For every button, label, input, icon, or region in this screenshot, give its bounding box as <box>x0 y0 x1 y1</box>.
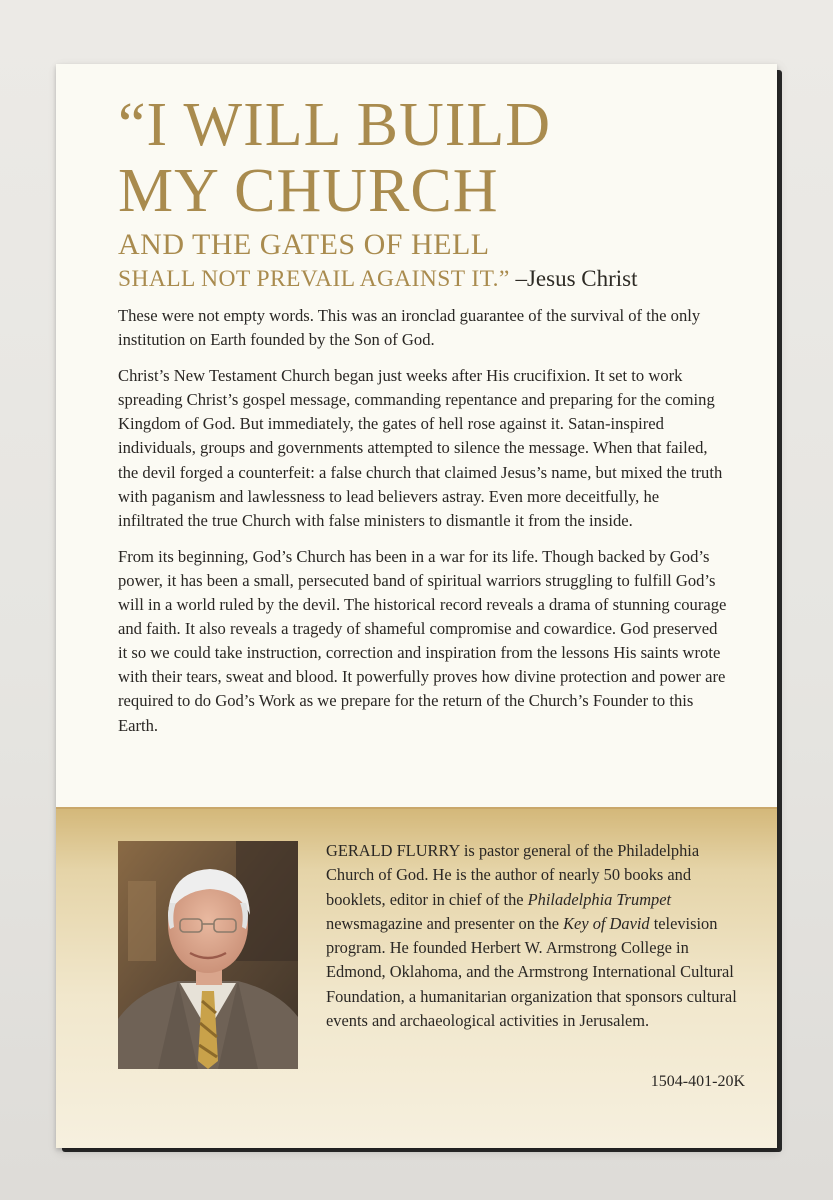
book-back-cover <box>56 64 777 1148</box>
author-bio <box>326 839 746 1033</box>
blurb-paragraph-3: From its beginning, God’s Church has been in a war for its life. Though backed by God’s power, it has been a small, persecuted band of spiritual warriors struggling to fulfill God’s will in a world ruled by the devil. The historical record reveals a drama of stunning courage and faith. It also reveals a tragedy of shameful compromise and cowardice. God preserved it so we could take instruction, correction and inspiration from the lessons His saints wrote with their tears, sweat and blood. It powerfully proves how divine protection and power are required to do God’s Work as we prepare for the return of the Church’s Founder to this Earth. <box>118 546 727 735</box>
blurb-text <box>118 304 728 750</box>
headline-quote <box>118 92 638 294</box>
blurb-paragraph-1: These were not empty words. This was an ironclad guarantee of the survival of the only institution on Earth founded by the Son of God. <box>118 306 701 350</box>
quote-attribution: –Jesus Christ <box>509 266 638 291</box>
headline-line-3: AND THE GATES OF HELL <box>118 228 490 261</box>
bio-program-title: Key of David <box>563 913 650 933</box>
author-portrait-icon <box>118 841 298 1069</box>
headline-line-4-text: SHALL NOT PREVAIL AGAINST IT.” <box>118 266 510 292</box>
headline-line-2: MY CHURCH <box>118 157 499 225</box>
headline-line-4 <box>118 264 638 294</box>
bio-publication-title: Philadelphia Trumpet <box>527 889 672 909</box>
blurb-paragraph-2: Christ’s New Testament Church began just weeks after His crucifixion. It set to work spreading Christ’s gospel message, commanding repentance and preparing for the coming Kingdom of God. But immediately, the gates of hell rose against it. Satan-inspired individuals, groups and governments attempted to silence the message. When that failed, the devil forged a counterfeit: a false church that claimed Jesus’s name, but mixed the truth with paganism and lawlessness to lead believers astray. Even more deceitfully, he infiltrated the true Church with false ministers to dismantle it from the inside. <box>118 366 723 530</box>
bio-text-3: television program. He founded Herbert W. Armstrong College in Edmond, Oklahoma, and the Armstrong International Cultural Foundation, a humanitarian organization that sponsors cultural events and archaeological activities in Jerusalem. <box>326 913 737 1031</box>
product-code: 1504-401-20K <box>650 1073 745 1090</box>
author-section <box>56 807 777 1148</box>
bio-text-1: GERALD FLURRY is pastor general of the Philadelphia Church of God. He is the author of nearly 50 books and booklets, editor in chief of the <box>326 841 700 909</box>
headline-line-1: “I WILL BUILD <box>118 91 552 159</box>
bio-text-2: newsmagazine and presenter on the <box>326 913 564 933</box>
